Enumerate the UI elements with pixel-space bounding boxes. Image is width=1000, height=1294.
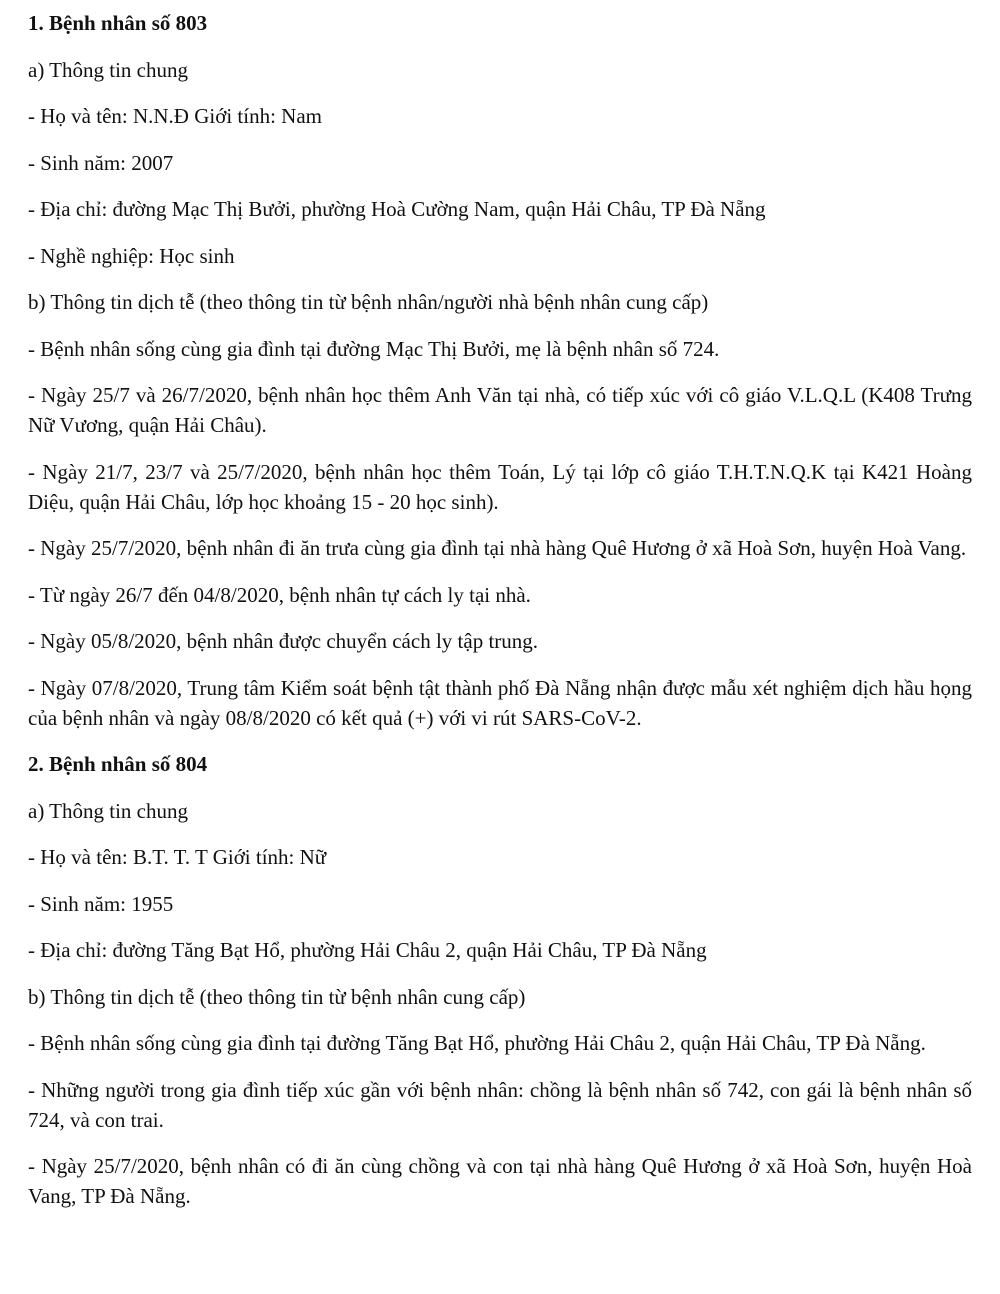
patient-section-804 [28,749,972,1211]
section-heading: 1. Bệnh nhân số 803 [28,11,208,35]
birth-year-line: - Sinh năm: 2007 [28,150,174,175]
document-body [28,8,972,1228]
epidemiology-item: - Từ ngày 26/7 đến 04/8/2020, bệnh nhân tự cách ly tại nhà. [28,582,531,607]
epidemiology-item: - Ngày 25/7/2020, bệnh nhân có đi ăn cùng chồng và con tại nhà hàng Quê Hương ở xã Hoà Sơn, huyện Hoà Vang, TP Đà Nẵng. [28,1154,972,1208]
subheading-epidemiology: b) Thông tin dịch tễ (theo thông tin từ bệnh nhân cung cấp) [28,984,526,1009]
epidemiology-item: - Ngày 25/7/2020, bệnh nhân đi ăn trưa cùng gia đình tại nhà hàng Quê Hương ở xã Hoà Sơn, huyện Hoà Vang. [28,536,967,560]
address-line: - Địa chỉ: đường Tăng Bạt Hổ, phường Hải Châu 2, quận Hải Châu, TP Đà Nẵng [28,938,707,962]
epidemiology-item: - Ngày 21/7, 23/7 và 25/7/2020, bệnh nhân học thêm Toán, Lý tại lớp cô giáo T.H.T.N.Q.K tại K421 Hoàng Diệu, quận Hải Châu, lớp học khoảng 15 - 20 học sinh). [28,459,972,514]
address-line: - Địa chỉ: đường Mạc Thị Bưởi, phường Hoà Cường Nam, quận Hải Châu, TP Đà Nẵng [28,197,766,221]
epidemiology-item: - Bệnh nhân sống cùng gia đình tại đường Tăng Bạt Hổ, phường Hải Châu 2, quận Hải Châu, TP Đà Nẵng. [28,1031,926,1055]
birth-year-line: - Sinh năm: 1955 [28,891,174,916]
subheading-epidemiology: b) Thông tin dịch tễ (theo thông tin từ bệnh nhân/người nhà bệnh nhân cung cấp) [28,290,709,314]
name-gender-line: - Họ và tên: N.N.Đ Giới tính: Nam [28,104,322,128]
epidemiology-item: - Ngày 25/7 và 26/7/2020, bệnh nhân học thêm Anh Văn tại nhà, có tiếp xúc với cô giáo V.L.Q.L (K408 Trưng Nữ Vương, quận Hải Châu). [28,383,972,437]
epidemiology-item: - Những người trong gia đình tiếp xúc gần với bệnh nhân: chồng là bệnh nhân số 742, con gái là bệnh nhân số 724, và con trai. [28,1077,972,1132]
occupation-line: - Nghề nghiệp: Học sinh [28,243,235,268]
section-heading: 2. Bệnh nhân số 804 [28,752,208,776]
epidemiology-item: - Ngày 05/8/2020, bệnh nhân được chuyển cách ly tập trung. [28,629,539,653]
subheading-general-info: a) Thông tin chung [28,57,189,82]
epidemiology-item: - Bệnh nhân sống cùng gia đình tại đường Mạc Thị Bưởi, mẹ là bệnh nhân số 724. [28,336,720,361]
name-gender-line: - Họ và tên: B.T. T. T Giới tính: Nữ [28,845,327,869]
epidemiology-item: - Ngày 07/8/2020, Trung tâm Kiểm soát bệnh tật thành phố Đà Nẵng nhận được mẫu xét nghiệm dịch hầu họng của bệnh nhân và ngày 08/8/2020 có kết quả (+) với vi rút SARS-CoV-2. [28,675,972,730]
patient-section-803 [28,8,972,733]
subheading-general-info: a) Thông tin chung [28,798,189,823]
